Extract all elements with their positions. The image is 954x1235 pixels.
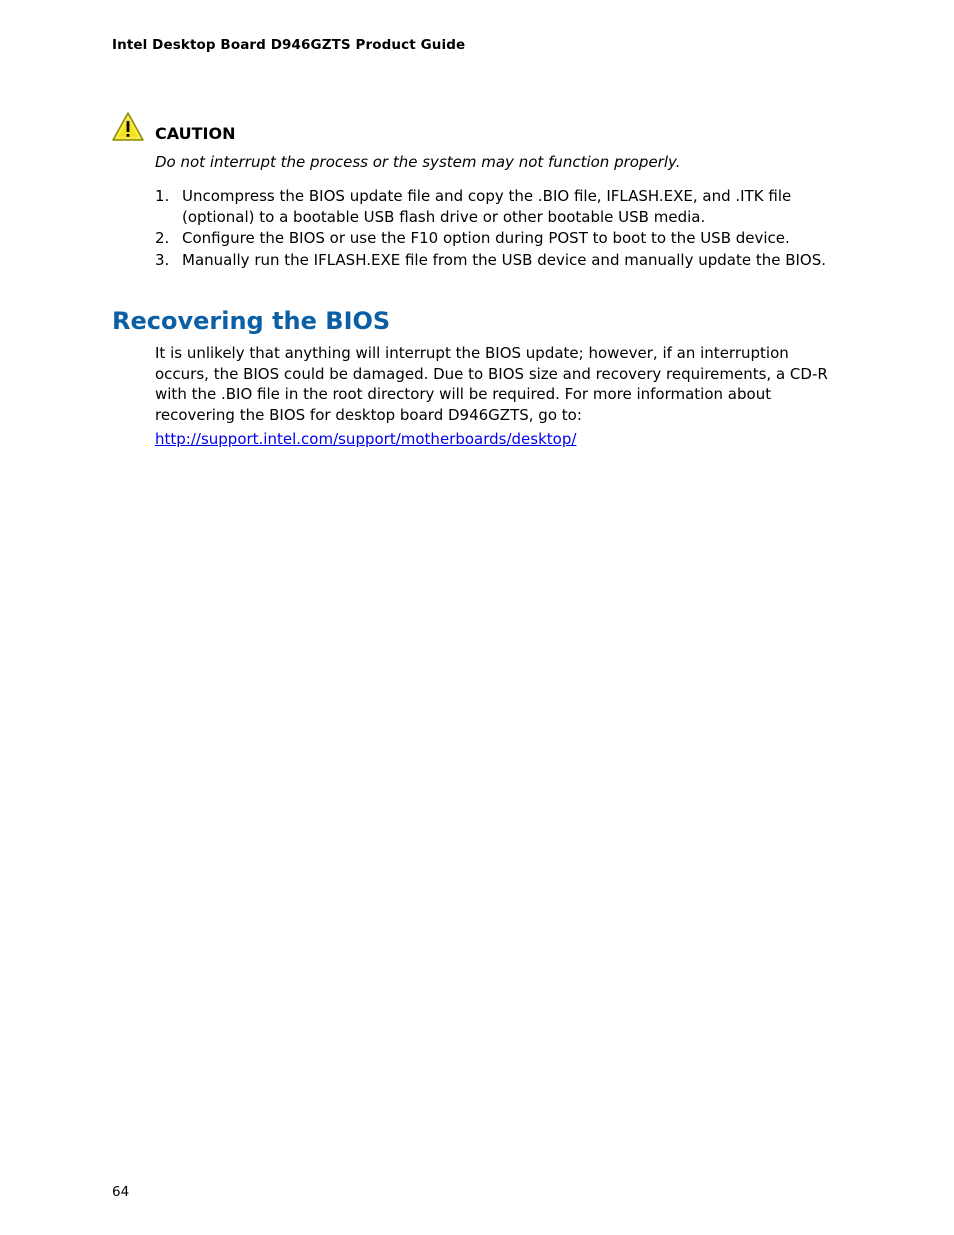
warning-triangle-icon [111, 111, 145, 143]
step-number: 1. [155, 187, 170, 205]
caution-title: CAUTION [155, 124, 236, 143]
step-text: Manually run the IFLASH.EXE file from the USB device and manually update the BIOS. [182, 250, 827, 269]
list-item [155, 228, 845, 249]
section-heading: Recovering the BIOS [112, 307, 391, 335]
list-item [155, 250, 845, 271]
step-number: 3. [155, 250, 170, 269]
step-text: Configure the BIOS or use the F10 option during POST to boot to the USB device. [182, 229, 790, 247]
list-item [155, 186, 845, 227]
document-header: Intel Desktop Board D946GZTS Product Guide [112, 37, 466, 53]
step-number: 2. [155, 229, 170, 247]
section-body: It is unlikely that anything will interrupt the BIOS update; however, if an interruption occurs, the BIOS could be damaged. Due to BIOS size and recovery requirements, a CD-R with the .BIO file in the root directory will be required. For more information about recovering the BIOS for desktop board D946GZTS, go to: [155, 344, 828, 424]
step-text: Uncompress the BIOS update file and copy the .BIO file, IFLASH.EXE, and .ITK file (optional) to a bootable USB flash drive or other bootable USB media. [182, 187, 792, 226]
support-link[interactable]: http://support.intel.com/support/motherboards/desktop/ [155, 430, 577, 448]
page-number: 64 [112, 1184, 130, 1200]
caution-text: Do not interrupt the process or the system may not function properly. [155, 153, 681, 171]
steps-list [155, 186, 845, 271]
